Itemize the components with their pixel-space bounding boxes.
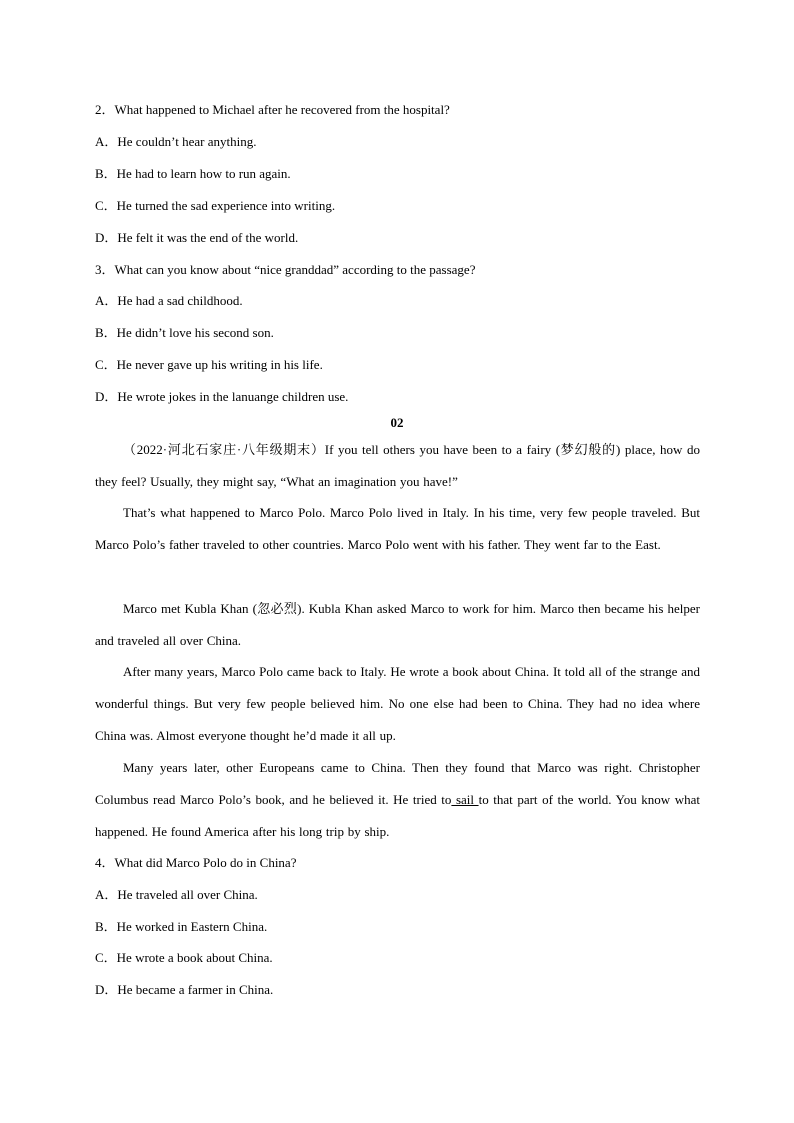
question-2-stem: 2．What happened to Michael after he recovered from the hospital? — [95, 102, 450, 117]
question-2-option-a: A．He couldn’t hear anything. — [95, 134, 257, 149]
passage-paragraph-5-text-start: Many years later, other Europeans came to China. Then they found that Marco was right. Christopher Columbus read Marco Polo’s book, and he believed it. He tried to — [95, 760, 700, 807]
question-3-option-a: A．He had a sad childhood. — [95, 293, 243, 308]
question-4-option-d: D．He became a farmer in China. — [95, 982, 274, 997]
question-4-option-a: A．He traveled all over China. — [95, 887, 258, 902]
question-2-option-d: D．He felt it was the end of the world. — [95, 230, 299, 245]
passage-paragraph-2: That’s what happened to Marco Polo. Marco Polo lived in Italy. In his time, very few people traveled. But Marco Polo’s father traveled to other countries. Marco Polo went with his father. They went far to the East. — [95, 505, 700, 552]
question-4-stem: 4．What did Marco Polo do in China? — [95, 855, 297, 870]
question-3-stem: 3．What can you know about “nice granddad” according to the passage? — [95, 262, 476, 277]
question-3-option-c: C．He never gave up his writing in his life. — [95, 357, 323, 372]
question-4-option-b: B．He worked in Eastern China. — [95, 919, 268, 934]
question-4-option-c: C．He wrote a book about China. — [95, 950, 273, 965]
question-3-option-d: D．He wrote jokes in the lanuange children use. — [95, 389, 349, 404]
question-2-option-c: C．He turned the sad experience into writing. — [95, 198, 336, 213]
question-2-option-b: B．He had to learn how to run again. — [95, 166, 291, 181]
passage-paragraph-5-text-end: to that part of the world. You know what happened. He found America after his long trip by ship. — [95, 792, 700, 839]
passage-paragraph-5 — [95, 752, 700, 848]
question-3-option-b: B．He didn’t love his second son. — [95, 325, 274, 340]
section-number: 02 — [390, 415, 404, 430]
passage-paragraph-1: （2022·河北石家庄·八年级期末）If you tell others you have been to a fairy (梦幻般的) place, how do they feel? Usually, they might say, “What an imagination you have!” — [95, 442, 700, 489]
passage-paragraph-3: Marco met Kubla Khan (忽必烈). Kubla Khan asked Marco to work for him. Marco then became his helper and traveled all over China. — [95, 601, 700, 648]
underlined-word-sail: sail — [451, 792, 479, 807]
passage-paragraph-4: After many years, Marco Polo came back to Italy. He wrote a book about China. It told all of the strange and wonderful things. But very few people believed him. No one else had been to China. They had no idea where China was. Almost everyone thought he’d made it all up. — [95, 664, 700, 743]
